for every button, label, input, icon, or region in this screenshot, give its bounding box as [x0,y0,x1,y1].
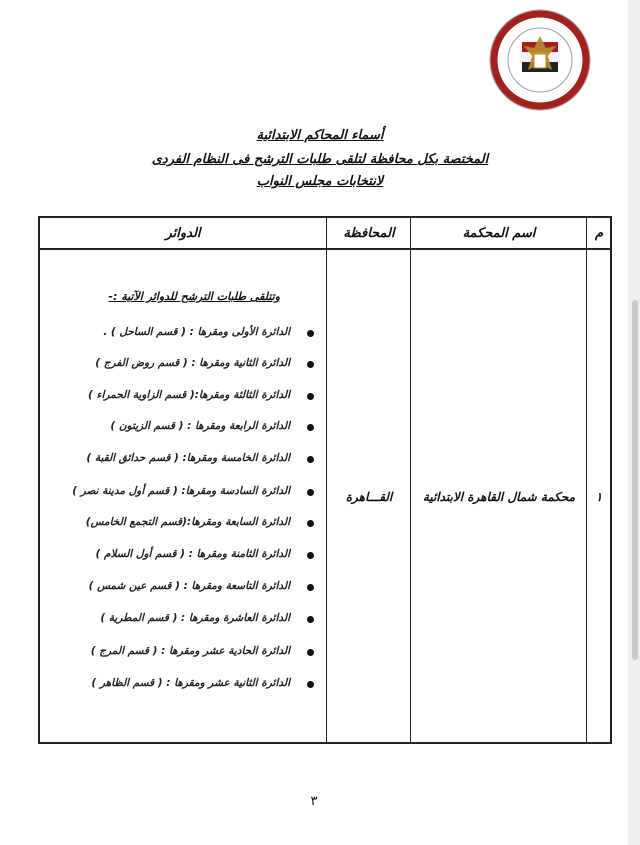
bullet-icon [307,393,314,400]
heading-line-1: أسماء المحاكم الابتدائية [256,128,384,143]
col-divider [326,218,327,742]
district-text: الدائرة السابعة ومقرها:(قسم التجمع الخامس) [85,516,290,528]
list-item [70,389,318,405]
heading-line-3: لانتخابات مجلس النواب [256,174,384,189]
list-item [70,612,318,628]
district-text: الدائرة الثالثة ومقرها:( قسم الزاوية الحمراء ) [88,389,290,401]
bullet-icon [307,584,314,591]
bullet-icon [307,649,314,656]
district-text: الدائرة الثانية ومقرها : ( قسم روض الفرج ) [95,357,290,369]
district-text: الدائرة السادسة ومقرها: ( قسم أول مدينة نصر ) [72,485,290,497]
col-divider [410,218,411,742]
district-text: الدائرة الرابعة ومقرها : ( قسم الزيتون ) [110,420,290,432]
bullet-icon [307,330,314,337]
district-text: الدائرة الحادية عشر ومقرها : ( قسم المرج ) [90,645,290,657]
header-districts: الدوائر [165,226,201,241]
national-election-authority-logo [488,8,592,112]
header-number: م [594,226,604,241]
court-name: محكمة شمال القاهرة الابتدائية [422,490,576,504]
bullet-icon [307,616,314,623]
governorate-name: القـــاهرة [345,490,393,504]
header-governorate: المحافظة [343,226,395,241]
list-item [70,485,318,501]
scrollbar-thumb[interactable] [632,300,638,660]
district-text: الدائرة الأولى ومقرها : ( قسم الساحل ) . [103,326,290,338]
bullet-icon [307,681,314,688]
bullet-icon [307,424,314,431]
bullet-icon [307,361,314,368]
district-text: الدائرة العاشرة ومقرها : ( قسم المطرية ) [100,612,290,624]
bullet-icon [307,456,314,463]
header-court: اسم المحكمة [462,226,536,241]
bullet-icon [307,489,314,496]
list-item [70,357,318,373]
list-item [70,516,318,532]
list-item [70,580,318,596]
page-number: ٣ [310,794,318,809]
bullet-icon [307,520,314,527]
list-item [70,326,318,342]
list-item [70,677,318,693]
districts-intro: وتتلقى طلبات الترشح للدوائر الآتية :- [108,290,280,303]
header-divider [40,248,610,250]
district-text: الدائرة التاسعة ومقرها : ( قسم عين شمس ) [88,580,290,592]
district-text: الدائرة الثانية عشر ومقرها : ( قسم الظاهر ) [91,677,290,689]
list-item [70,548,318,564]
bullet-icon [307,552,314,559]
col-divider [586,218,587,742]
district-text: الدائرة الثامنة ومقرها : ( قسم أول السلام ) [95,548,290,560]
district-text: الدائرة الخامسة ومقرها: ( قسم حدائق القبة ) [86,452,290,464]
scrollbar-track[interactable] [628,0,640,845]
list-item [70,452,318,468]
list-item [70,420,318,436]
row-number: ١ [595,490,603,504]
heading-line-2: المختصة بكل محافظة لتلقى طلبات الترشح فى النظام الفردى [151,152,489,167]
list-item [70,645,318,661]
